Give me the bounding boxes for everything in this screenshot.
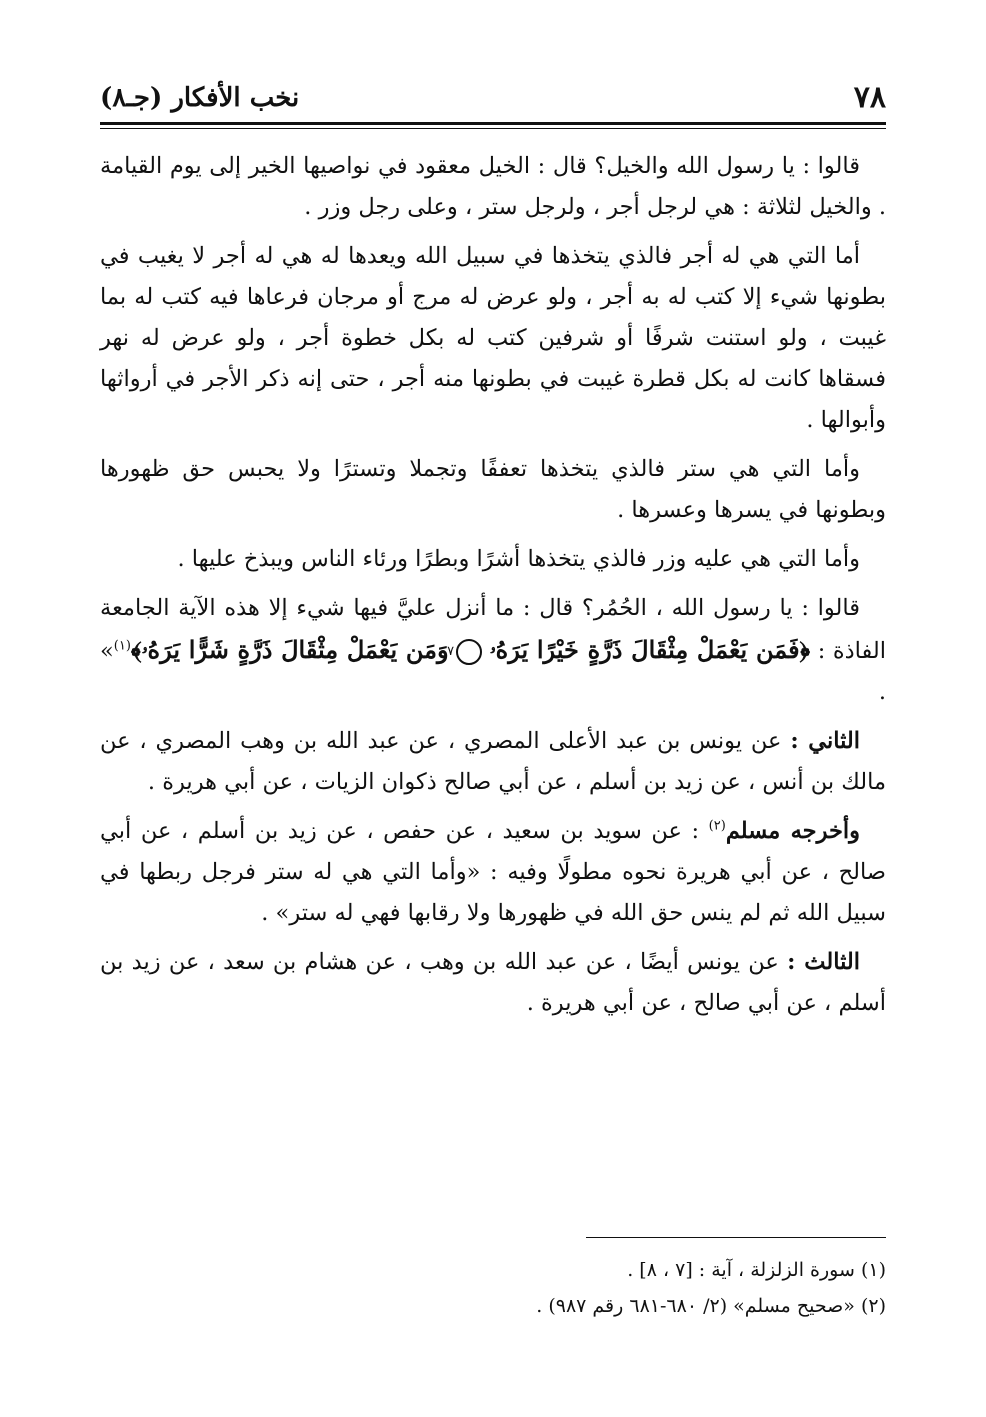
chain-text: عن يونس بن عبد الأعلى المصري ، عن عبد الله بن وهب المصري ، عن مالك بن أنس ، عن زيد بن أسلم ، عن أبي صالح ذكوان الزيات ، عن أبي هريرة . <box>100 728 886 795</box>
verse-paragraph <box>100 588 886 713</box>
paragraph: أما التي هي له أجر فالذي يتخذها في سبيل الله ويعدها له هي له أجر لا يغيب في بطونها شيء إلا كتب له به أجر ، ولو عرض له مرج أو مرجان فرعاها فيه كتب له بما غيبت ، ولو استنت شرفًا أو شرفين كتب له بكل خطوة أجر ، ولو عرض له نهر فسقاها كانت له بكل قطرة غيبت في بطونها منه أجر ، حتى إنه ذكر الأجر في أرواثها وأبوالها . <box>100 243 886 433</box>
verse-intro: قالوا : يا رسول الله ، الحُمُر؟ قال : ما أنزل عليَّ فيها شيء إلا هذه الآية الجامعة الفاذة : <box>100 595 886 664</box>
chain-text: : عن سويد بن سعيد ، عن حفص ، عن زيد بن أسلم ، عن أبي صالح ، عن أبي هريرة نحوه مطولًا وفيه : «وأما التي هي له ستر فرجل ربطها في سبيل الله ثم لم ينس حق الله في ظهورها ولا رقابها فهي له ستر» . <box>100 818 886 926</box>
ayah-number-marker: ٧ <box>456 639 482 665</box>
quran-verse-part2: وَمَن يَعْمَلْ مِثْقَالَ ذَرَّةٍ شَرًّا يَرَهُۥ﴾ <box>130 635 449 664</box>
chain-text: عن يونس أيضًا ، عن عبد الله بن وهب ، عن هشام بن سعد ، عن زيد بن أسلم ، عن أبي صالح ، عن أبي هريرة . <box>100 949 886 1016</box>
page-header <box>100 78 886 120</box>
verse-closing: » . <box>100 638 886 705</box>
chain-paragraph <box>100 811 886 934</box>
header-rule-thin <box>100 128 886 129</box>
quran-verse-part1: ﴿فَمَن يَعْمَلْ مِثْقَالَ ذَرَّةٍ خَيْرًا يَرَهُۥ <box>489 635 811 664</box>
header-rule <box>100 122 886 125</box>
running-title: نخب الأفكار (جـ٨) <box>100 83 300 113</box>
chain-lead: الثاني : <box>790 728 860 754</box>
page-number: ٧٨ <box>853 80 886 115</box>
chain-lead: وأخرجه مسلم <box>725 818 861 844</box>
footnote-ref: (١) <box>113 638 131 654</box>
footnotes <box>100 1252 886 1324</box>
paragraph: وأما التي هي عليه وزر فالذي يتخذها أشرًا وبطرًا ورئاء الناس ويبذخ عليها . <box>177 546 860 572</box>
paragraph: وأما التي هي ستر فالذي يتخذها تعففًا وتجملا وتسترًا ولا يحبس حق ظهورها وبطونها في يسرها وعسرها . <box>100 456 886 523</box>
footnote-ref: (٢) <box>708 818 726 834</box>
chain-lead: الثالث : <box>787 949 861 975</box>
chain-paragraph <box>100 942 886 1024</box>
paragraph: قالوا : يا رسول الله والخيل؟ قال : الخيل معقود في نواصيها الخير إلى يوم القيامة . والخيل لثلاثة : هي لرجل أجر ، ولرجل ستر ، وعلى رجل وزر . <box>100 153 886 220</box>
footnote: (١) سورة الزلزلة ، آية : [٧ ، ٨] . <box>627 1259 886 1281</box>
main-text <box>100 146 886 1032</box>
chain-paragraph <box>100 721 886 803</box>
footnote: (٢) «صحيح مسلم» (٢/ ٦٨٠-٦٨١ رقم ٩٨٧) . <box>536 1295 886 1317</box>
footnote-separator <box>586 1237 886 1238</box>
